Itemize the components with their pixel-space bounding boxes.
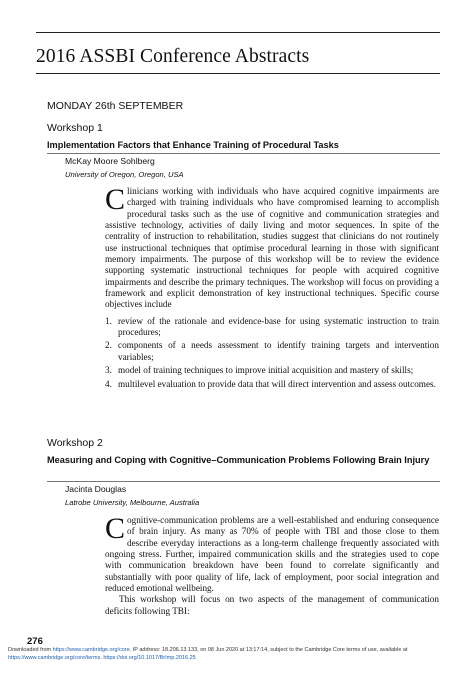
workshop2-dropcap: C	[105, 512, 126, 545]
download-footer	[8, 646, 464, 662]
workshop2-title: Measuring and Coping with Cognitive–Communication Problems Following Brain Injury	[47, 455, 430, 465]
workshop1-author: McKay Moore Sohlberg	[65, 156, 155, 166]
workshop1-title: Implementation Factors that Enhance Training of Procedural Tasks	[47, 140, 339, 150]
workshop2-label: Workshop 2	[47, 437, 103, 449]
page-number: 276	[27, 636, 43, 647]
objective-item: 1. review of the rationale and evidence-base for using systematic instruction to train procedures;	[105, 315, 439, 338]
workshop1-label: Workshop 1	[47, 122, 103, 134]
header-bottom-rule	[36, 73, 440, 74]
workshop1-body: linicians working with individuals who have acquired cognitive impairments are charged with training individuals who have compromised learning to accomplish procedural tasks such as the use of cognitive and communication strategies and assistive technology, activities of daily living and motor sequences. In spite of the centrality of instruction to rehabilitation, studies suggest that clinicians do not routinely use instructional techniques that optimise procedural learning in those with significant memory impairments. The purpose of this workshop will be to review the evidence supporting systematic instructional techniques for people with acquired cognitive impairments and describe the primary techniques. The workshop will focus on providing a framework and explicit demonstration of key instructional techniques. Specific course objectives include	[105, 186, 439, 310]
footer-core-link[interactable]: https://www.cambridge.org/core	[52, 647, 130, 653]
footer-doi-link[interactable]: https://doi.org/10.1017/BrImp.2016.25	[103, 655, 196, 661]
workshop2-author: Jacinta Douglas	[65, 484, 127, 494]
footer-terms-link[interactable]: https://www.cambridge.org/core/terms	[8, 655, 101, 661]
day-heading: MONDAY 26th SEPTEMBER	[47, 100, 184, 112]
page-title: 2016 ASSBI Conference Abstracts	[36, 46, 310, 67]
workshop1-affiliation: University of Oregon, Oregon, USA	[65, 170, 184, 179]
footer-middle: . IP address: 18.206.13.133, on 08 Jun 2020 at 13:17:14, subject to the Cambridge Core terms of use, available at	[129, 647, 408, 653]
workshop2-body: ognitive-communication problems are a well-established and enduring consequence of brain injury. As many as 70% of people with TBI and those close to them describe everyday interactions as a long-term challenge frequently associated with ongoing stress. Further, impaired communication skills and the strategies used to cope with communication breakdown have been found to correlate significantly and substantially with poor quality of life, lack of employment, poor social integration and reduced emotional wellbeing.	[105, 515, 439, 594]
objective-item: 4. multilevel evaluation to provide data that will direct intervention and assess outcomes.	[105, 378, 436, 389]
objective-item: 3. model of training techniques to improve initial acquisition and mastery of skills;	[105, 365, 414, 376]
footer-prefix: Downloaded from	[8, 647, 52, 653]
workshop2-body2: This workshop will focus on two aspects of the management of communication deficits following TBI:	[105, 594, 439, 616]
objective-item: 2. components of a needs assessment to identify training targets and intervention variables;	[105, 340, 439, 362]
header-top-rule	[36, 32, 440, 33]
workshop2-rule	[47, 481, 440, 482]
workshop2-affiliation: Latrobe University, Melbourne, Australia	[65, 498, 200, 507]
workshop1-abstract	[105, 183, 439, 392]
workshop1-dropcap: C	[105, 183, 126, 216]
footer-doi-separator: .	[100, 655, 102, 661]
workshop1-objectives	[105, 316, 439, 390]
workshop2-abstract	[105, 512, 439, 617]
workshop1-rule	[47, 153, 440, 154]
